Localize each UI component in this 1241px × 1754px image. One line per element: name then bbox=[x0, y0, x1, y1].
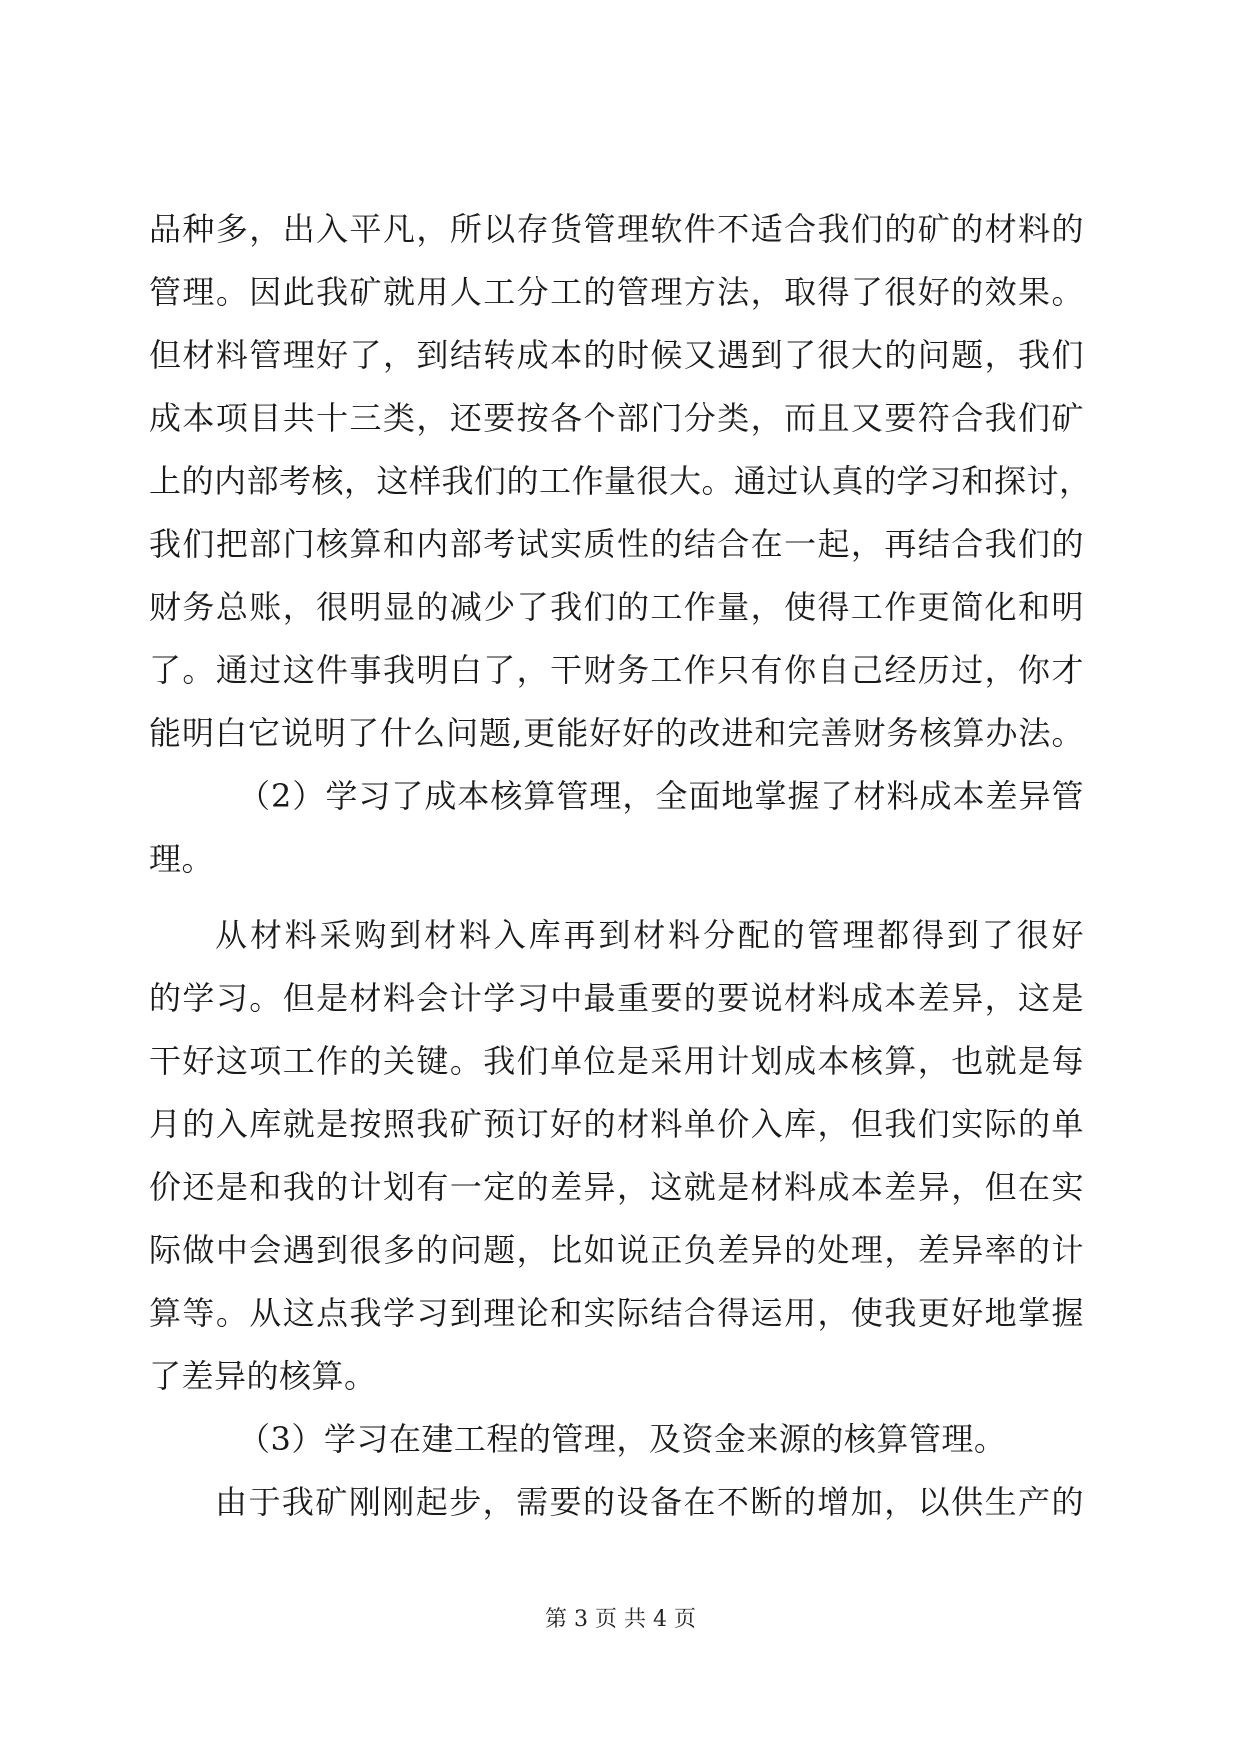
page-number-footer: 第 3 页 共 4 页 bbox=[545, 1607, 696, 1632]
text-line: 能明白它说明了什么问题,更能好好的改进和完善财务核算办法。 bbox=[149, 714, 1084, 752]
section-heading-2: （2）学习了成本核算管理，全面地掌握了材料成本差异管 bbox=[238, 777, 1084, 815]
text-line: 际做中会遇到很多的问题，比如说正负差异的处理，差异率的计 bbox=[149, 1231, 1084, 1269]
text-line: 上的内部考核，这样我们的工作量很大。通过认真的学习和探讨， bbox=[149, 462, 1092, 500]
text-line: 管理。因此我矿就用人工分工的管理方法，取得了很好的效果。 bbox=[149, 273, 1084, 311]
section-heading-3: （3）学习在建工程的管理，及资金来源的核算管理。 bbox=[238, 1420, 1007, 1458]
paragraph-start-line: 由于我矿刚刚起步，需要的设备在不断的增加，以供生产的 bbox=[215, 1483, 1084, 1521]
text-line: 我们把部门核算和内部考试实质性的结合在一起，再结合我们的 bbox=[149, 525, 1084, 563]
text-line: 理。 bbox=[149, 840, 215, 878]
text-line: 品种多，出入平凡，所以存货管理软件不适合我们的矿的材料的 bbox=[149, 210, 1084, 248]
text-line: 财务总账，很明显的减少了我们的工作量，使得工作更简化和明 bbox=[149, 588, 1084, 626]
text-line: 算等。从这点我学习到理论和实际结合得运用，使我更好地掌握 bbox=[149, 1294, 1084, 1332]
text-line: 成本项目共十三类，还要按各个部门分类，而且又要符合我们矿 bbox=[149, 399, 1084, 437]
text-line: 了差异的核算。 bbox=[149, 1357, 377, 1395]
text-line: 干好这项工作的关键。我们单位是采用计划成本核算，也就是每 bbox=[149, 1042, 1084, 1080]
text-line: 但材料管理好了，到结转成本的时候又遇到了很大的问题，我们 bbox=[149, 336, 1084, 374]
paragraph-start-line: 从材料采购到材料入库再到材料分配的管理都得到了很好 bbox=[215, 916, 1084, 954]
text-line: 价还是和我的计划有一定的差异，这就是材料成本差异，但在实 bbox=[149, 1168, 1084, 1206]
text-line: 的学习。但是材料会计学习中最重要的要说材料成本差异，这是 bbox=[149, 979, 1084, 1017]
text-line: 月的入库就是按照我矿预订好的材料单价入库，但我们实际的单 bbox=[149, 1105, 1084, 1143]
text-line: 了。通过这件事我明白了，干财务工作只有你自己经历过，你才 bbox=[149, 651, 1084, 689]
